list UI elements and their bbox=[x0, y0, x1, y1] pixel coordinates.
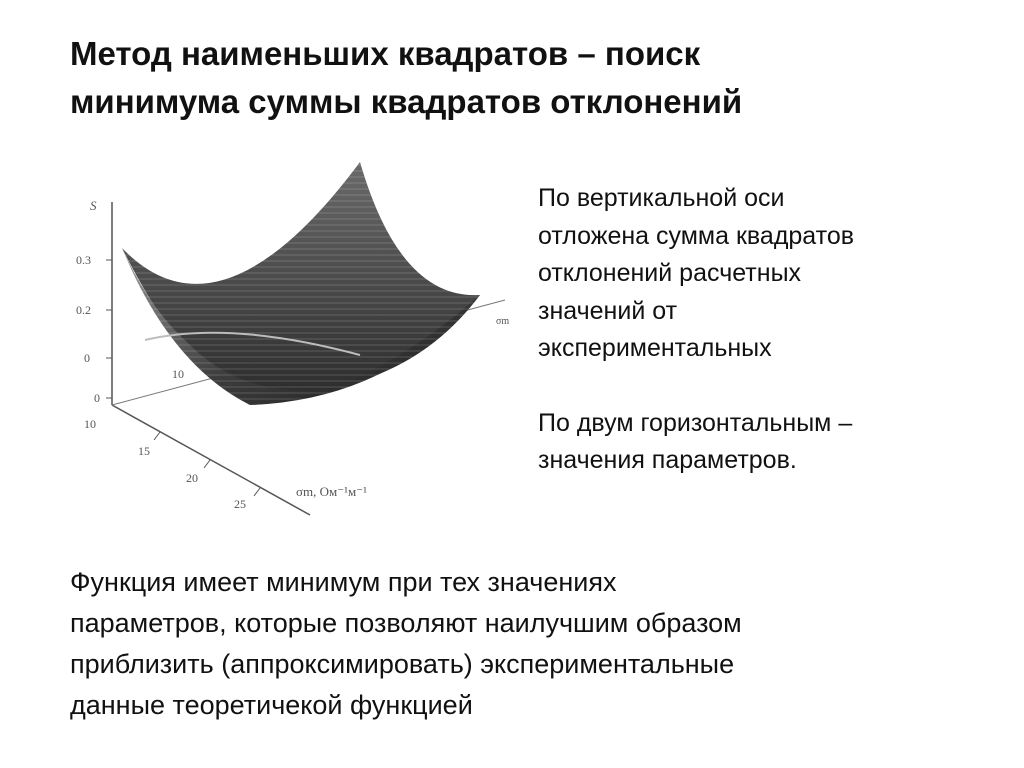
axis-description bbox=[538, 180, 968, 480]
conclusion-line-3: приблизить (аппроксимировать) экспериментальные bbox=[70, 649, 735, 679]
z-tick-3: 0 bbox=[84, 351, 90, 365]
description-line-7: значения параметров. bbox=[538, 446, 797, 474]
conclusion-text bbox=[70, 562, 970, 726]
description-line-1: По вертикальной оси bbox=[538, 184, 785, 212]
description-line-3: отклонений расчетных bbox=[538, 259, 802, 287]
title-line-1: Метод наименьших квадратов – поиск bbox=[70, 35, 701, 72]
depth-tick-4: 25 bbox=[234, 497, 246, 511]
right-axis-label: σm bbox=[496, 316, 510, 327]
description-line-5: экспериментальных bbox=[538, 334, 772, 362]
description-line-2: отложена сумма квадратов bbox=[538, 221, 855, 250]
depth-tick-1: 10 bbox=[84, 417, 96, 431]
title-line-2: минимума суммы квадратов отклонений bbox=[70, 83, 743, 120]
depth-tick-2: 15 bbox=[138, 444, 150, 458]
conclusion-line-1: Функция имеет минимум при тех значениях bbox=[70, 567, 617, 597]
inner-tick: 10 bbox=[172, 367, 184, 381]
z-tick-2: 0.2 bbox=[76, 303, 91, 317]
axis-s-label: S bbox=[90, 198, 97, 213]
surface-plot bbox=[60, 150, 530, 520]
depth-axis bbox=[112, 405, 310, 515]
conclusion-line-2: параметров, которые позволяют наилучшим образом bbox=[70, 608, 742, 638]
depth-tick-3: 20 bbox=[186, 471, 198, 485]
description-line-4: значений от bbox=[538, 296, 678, 325]
description-line-6: По двум горизонтальным – bbox=[538, 408, 853, 437]
conclusion-line-4: данные теоретичекой функцией bbox=[70, 690, 473, 720]
bottom-axis-label: σm, Ом⁻¹м⁻¹ bbox=[296, 484, 367, 499]
surface-plot-figure bbox=[60, 150, 530, 520]
z-tick-1: 0.3 bbox=[76, 253, 91, 267]
slide-title bbox=[70, 30, 970, 126]
z-tick-4: 0 bbox=[94, 391, 100, 405]
